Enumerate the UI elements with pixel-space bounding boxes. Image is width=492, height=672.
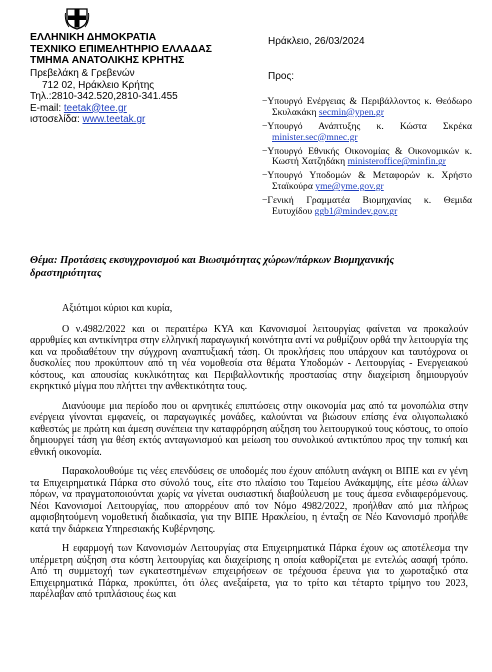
recipient-text: Υπουργό Εθνικής Οικονομίας & Οικονομικών κ. Κωστή Χατζηδάκη (267, 145, 472, 168)
recipient-email-link[interactable]: ministeroffice@minfin.gr (347, 156, 447, 168)
body-paragraph-1: Ο ν.4982/2022 και οι περαιτέρω ΚΥΑ και Κανονισμοί λειτουργίας φαίνεται να προκαλούν αρρυθμίες και αντικίνητρα στην ελληνική παραγωγική κοινότητα αντί να ρυθμίζουν ορθά την λειτουργία της και να προδιαθέτουν την σύγχρονη αναπτυξιακή τάση. Οι προκλήσεις που υπάρχουν και ταυτόχρονα οι δυσκολίες που προκύπτουν από τη νέα νομοθεσία στα θέματα Υποδομών - Λειτουργίας - Ενεργειακού κόστους, και απουσίας κυκλικότητας και Περιβαλλοντικής προστασίας στην διαχείριση δημιουργούν εκρηκτικό μίγμα που πλήττει την ανθεκτικότητα τους. (30, 323, 468, 392)
greek-coat-of-arms-icon (64, 4, 90, 30)
recipient-item: −Γενική Γραμματέα Βιομηχανίας κ. Θεμιδα Ευτυχίδου ggb1@mindev.gov.gr (262, 195, 472, 217)
website-line (30, 114, 178, 126)
letterhead-organization (30, 32, 212, 67)
email-line (30, 103, 178, 115)
to-label: Προς: (268, 71, 295, 82)
phone-number: Τηλ.:2810-342.520,2810-341.455 (30, 91, 178, 102)
recipient-item: −Υπουργό Υποδομών & Μεταφορών κ. Χρήστο Σταϊκούρα yme@yme.gov.gr (262, 170, 472, 193)
recipient-text: Υπουργό Υποδομών & Μεταφορών κ. Χρήστο Σταϊκούρα (267, 170, 472, 193)
org-line-3: ΤΜΗΜΑ ΑΝΑΤΟΛΙΚΗΣ ΚΡΗΤΗΣ (30, 54, 185, 66)
recipient-item: −Υπουργό Εθνικής Οικονομίας & Οικονομικών κ. Κωστή Χατζηδάκη ministeroffice@minfin.gr (262, 145, 472, 168)
recipient-text: Υπουργό Ανάπτυξης κ. Κώστα Σκρέκα (267, 120, 472, 132)
website-link[interactable]: www.teetak.gr (82, 114, 146, 125)
recipient-email-link[interactable]: yme@yme.gov.gr (315, 181, 384, 193)
letter-body (30, 303, 468, 609)
org-line-1: ΕΛΛΗΝΙΚΗ ΔΗΜΟΚΡΑΤΙΑ (30, 31, 157, 43)
recipient-item: −Υπουργό Ενέργειας & Περιβάλλοντος κ. Θεόδωρο Σκυλακάκη secmin@ypen.gr (262, 96, 472, 118)
letterhead-address (30, 68, 178, 126)
city-address: 712 02, Ηράκλειο Κρήτης (42, 79, 155, 91)
date-line: Ηράκλειο, 26/03/2024 (268, 36, 365, 47)
website-label: ιστοσελίδα: (30, 114, 83, 125)
recipient-text: Υπουργό Ενέργειας & Περιβάλλοντος κ. Θεόδωρο Σκυλακάκη (267, 96, 472, 118)
org-line-2: ΤΕΧΝΙΚΟ ΕΠΙΜΕΛΗΤΗΡΙΟ ΕΛΛΑΔΑΣ (30, 42, 212, 55)
salutation: Αξιότιμοι κύριοι και κυρία, (62, 303, 173, 314)
recipient-text: Γενική Γραμματέα Βιομηχανίας κ. Θεμιδα Ευτυχίδου (267, 195, 472, 217)
email-label: E-mail: (30, 102, 64, 114)
body-paragraph-3: Παρακολουθούμε τις νέες επενδύσεις σε υποδομές που έχουν απόλυτη ανάγκη οι ΒΙΠΕ και εν γένη τα Επιχειρηματικά Πάρκα στο σύνολό τους, είτε στο πλαίσιο του Ταμείου Ανάκαμψης, είτε μέσω άλλων πόρων, να πραγματοποιούνται χωρίς να γίνεται ουσιαστική διαβούλευση με τους άμεσα ενδιαφερόμενους. Νέοι Κανονισμοί Λειτουργίας, που απορρέουν από τον Νόμο 4982/2022, προήλθαν από μια πλήρως αμφισβητούμενη νομοθετική διαδικασία, για την ΒΙΠΕ Ηρακλείου, η ένταξη σε Νέο Κανονισμό προήλθε κατά την διάρκεια Υπηρεσιακής Κυβέρνησης. (30, 466, 468, 535)
letter-subject: Θέμα: Προτάσεις εκσυγχρονισμού και Βιωσιμότητας χώρων/πάρκων Βιομηχανικής δραστηριότητας (30, 255, 395, 279)
recipient-email-link[interactable]: ggb1@mindev.gov.gr (314, 205, 398, 217)
recipient-email-link[interactable]: minister.sec@mnec.gr (272, 131, 358, 143)
email-link[interactable]: teetak@tee.gr (63, 102, 127, 114)
recipient-item: −Υπουργό Ανάπτυξης κ. Κώστα Σκρέκα minister.sec@mnec.gr (262, 120, 472, 143)
body-paragraph-4: Η εφαρμογή των Κανονισμών Λειτουργίας στα Επιχειρηματικά Πάρκα έχουν ως αποτέλεσμα την υπέρμετρη αύξηση στα κόστη λειτουργίας και διαχείρισης η οποία καθορίζεται με εντελώς ασαφή τρόπο. Από τη συμμετοχή των εγκατεστημένων επιχειρήσεων σε τρέχουσα έρευνα για το χωροταξικό στα Επιχειρηματικά Πάρκα, προκύπτει, ότι όλες ανεξαίρετα, για το τρίτο και τέταρτο τρίμηνο του 2023, παρέλαβαν από τριπλάσιους έως και (30, 543, 468, 600)
recipient-email-link[interactable]: secmin@ypen.gr (318, 106, 384, 118)
recipients-list (262, 97, 472, 221)
body-paragraph-2: Διανύουμε μια περίοδο που οι αρνητικές επιπτώσεις στην οικονομία μας από τα μονοπώλια στην ενέργεια γίνονται εμφανείς, οι παραγωγικές μονάδες, καλούνται να βιώσουν επίσης ένα ολιγοπωλιακό καθεστώς με πρώτη και άμεση συνέπεια την καταφρόρηση αύξηση του λειτουργικού τους κόστους, το οποίο δημιουργεί τάση για θέση εκτός ανταγωνισμού και μείωση του συνολικού αντικτύπου προς την τοπική και εθνική οικονομία. (30, 400, 468, 458)
street-address: Πρεβελάκη & Γρεβενών (30, 68, 135, 79)
